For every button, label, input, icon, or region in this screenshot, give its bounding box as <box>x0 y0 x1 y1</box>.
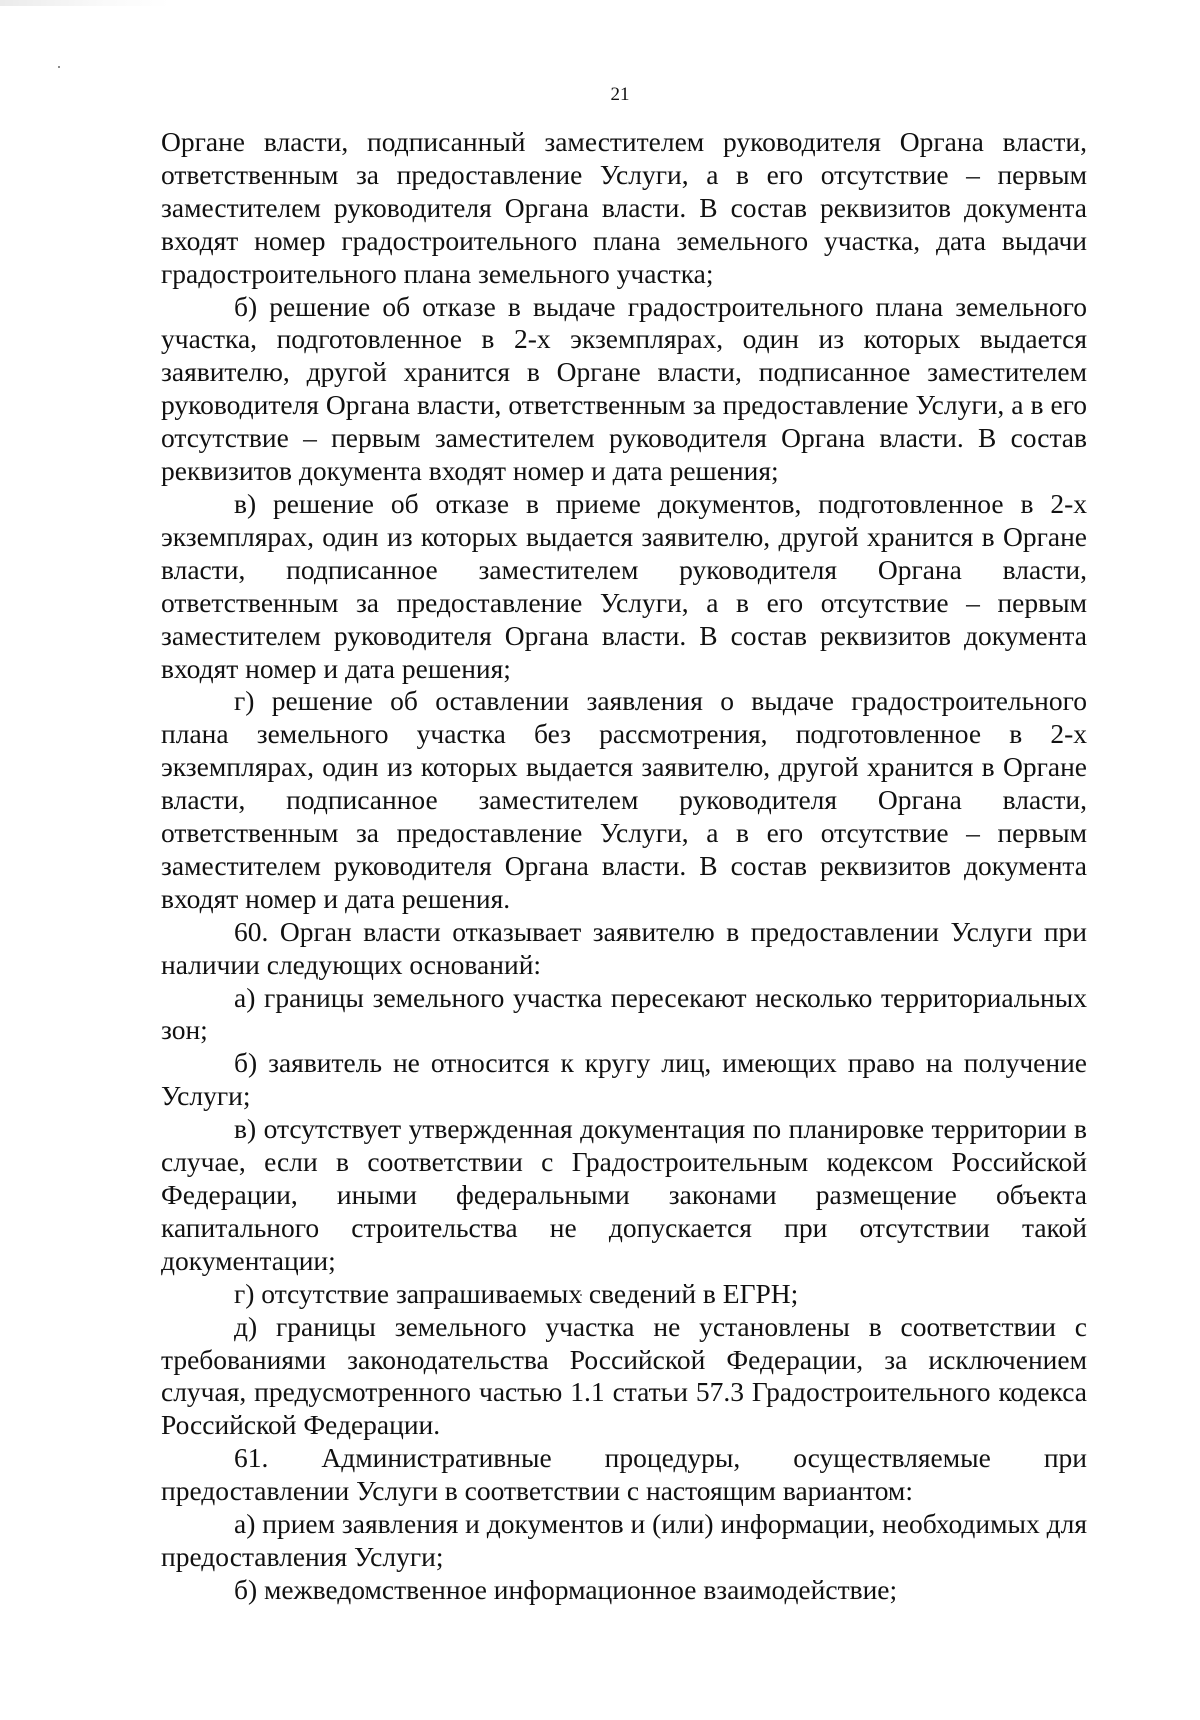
paragraph-clause-61-b: б) межведомственное информационное взаимодействие; <box>234 1573 898 1605</box>
paragraph-clause-60-v: в) отсутствует утвержденная документация по планировке территории в случае, если в соответствии с Градостроительным кодексом Российской Федерации, иными федеральными законами размещение объекта капитального строительства не допускается при отсутствии такой документации; <box>161 1113 1087 1276</box>
paragraph-item-g: г) решение об оставлении заявления о выдаче градостроительного плана земельного участка без рассмотрения, подготовленное в 2-х экземплярах, один из которых выдается заявителю, другой хранится в Органе власти, подписанное заместителем руководителя Органа власти, ответственным за предоставление Услуги, а в его отсутствие – первым заместителем руководителя Органа власти. В состав реквизитов документа входят номер и дата решения. <box>161 685 1087 914</box>
paragraph-item-b: б) решение об отказе в выдаче градостроительного плана земельного участка, подготовленное в 2-х экземплярах, один из которых выдается заявителю, другой хранится в Органе власти, подписанное заместителем руководителя Органа власти, ответственным за предоставление Услуги, а в его отсутствие – первым заместителем руководителя Органа власти. В состав реквизитов документа входят номер и дата решения; <box>161 290 1087 487</box>
paragraph-clause-61: 61. Административные процедуры, осуществляемые при предоставлении Услуги в соответствии с настоящим вариантом: <box>161 1442 1087 1507</box>
paragraph-clause-60-b: б) заявитель не относится к кругу лиц, имеющих право на получение Услуги; <box>161 1047 1087 1112</box>
paragraph-clause-60-a: а) границы земельного участка пересекают несколько территориальных зон; <box>161 981 1087 1046</box>
scan-speck <box>58 66 60 68</box>
paragraph-continuation: Органе власти, подписанный заместителем руководителя Органа власти, ответственным за предоставление Услуги, а в его отсутствие – первым заместителем руководителя Органа власти. В состав реквизитов документа входят номер градостроительного плана земельного участка, дата выдачи градостроительного плана земельного участка; <box>161 126 1087 289</box>
scan-edge-artifact <box>0 0 170 6</box>
paragraph-clause-61-a: а) прием заявления и документов и (или) информации, необходимых для предоставления Услуги; <box>161 1508 1087 1572</box>
document-body <box>161 126 1087 1607</box>
paragraph-clause-60: 60. Орган власти отказывает заявителю в предоставлении Услуги при наличии следующих оснований: <box>161 915 1087 980</box>
paragraph-clause-60-g: г) отсутствие запрашиваемых сведений в ЕГРН; <box>234 1277 799 1309</box>
paragraph-clause-60-d: д) границы земельного участка не установлены в соответствии с требованиями законодательства Российской Федерации, за исключением случая, предусмотренного частью 1.1 статьи 57.3 Градостроительного кодекса Российской Федерации. <box>161 1310 1087 1441</box>
paragraph-item-v: в) решение об отказе в приеме документов, подготовленное в 2-х экземплярах, один из которых выдается заявителю, другой хранится в Органе власти, подписанное заместителем руководителя Органа власти, ответственным за предоставление Услуги, а в его отсутствие – первым заместителем руководителя Органа власти. В состав реквизитов документа входят номер и дата решения; <box>161 487 1087 684</box>
page-number: 21 <box>610 84 630 105</box>
